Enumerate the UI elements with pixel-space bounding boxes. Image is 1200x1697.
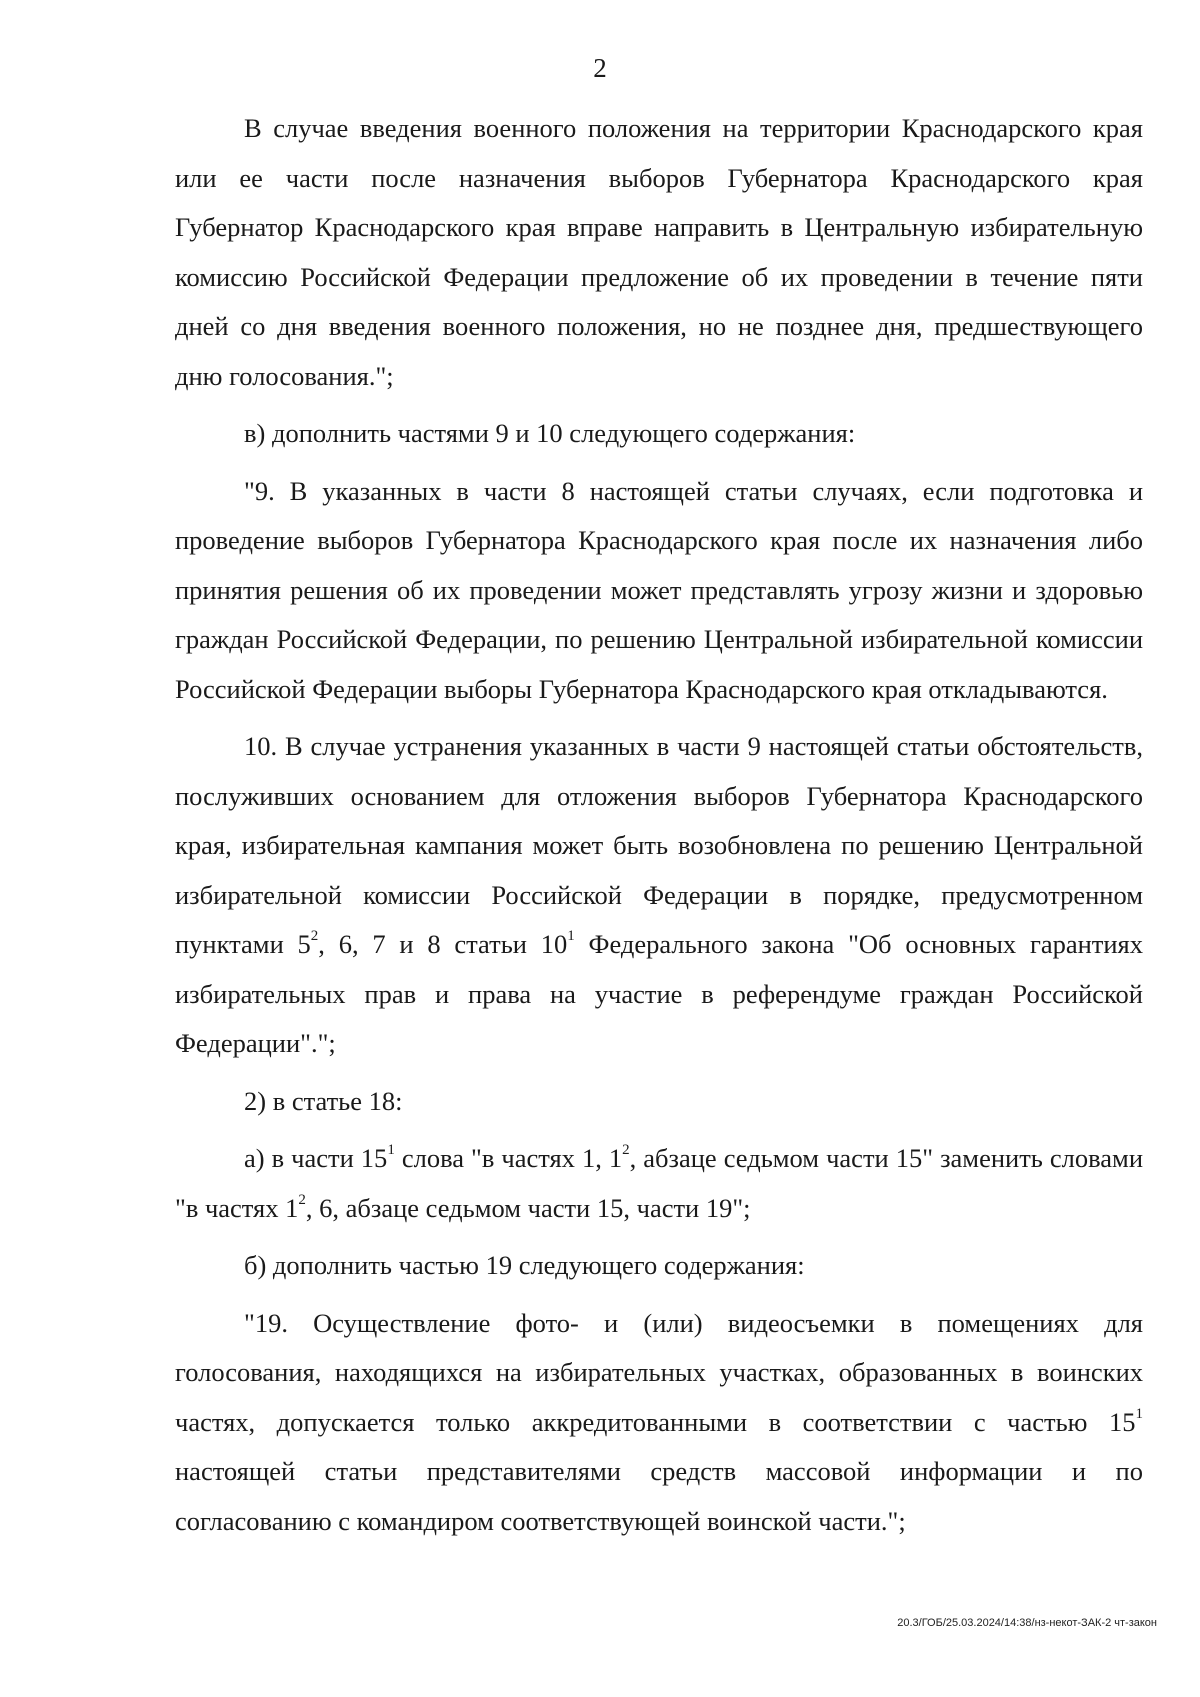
- paragraph-part-10: [175, 722, 1143, 1069]
- paragraph-part-19-text-1: "19. Осуществление фото- и (или) видеосъемки в помещениях для голосования, находящихся на избирательных участках, образованных в воинских частях, допускается только аккредитованными в соответствии с частью 15: [175, 1307, 1143, 1437]
- superscript: 1: [567, 928, 575, 945]
- paragraph-part-10-text-3: Федерального закона "Об основных гарантиях избирательных прав и права на участие в референдуме граждан Российской Федерации".";: [175, 929, 1143, 1058]
- superscript: 2: [310, 928, 319, 945]
- superscript: 1: [1135, 1405, 1143, 1422]
- paragraph-amendment-b: б) дополнить частью 19 следующего содержания:: [244, 1250, 805, 1280]
- superscript: 2: [622, 1142, 630, 1159]
- paragraph-amendment-a-text-2: слова "в частях 1, 1: [394, 1143, 623, 1173]
- paragraph-amendment-v: в) дополнить частями 9 и 10 следующего содержания:: [244, 418, 856, 448]
- document-body: [175, 104, 1143, 1546]
- page-number: 2: [593, 53, 607, 83]
- paragraph-martial-law: В случае введения военного положения на территории Краснодарского края или ее части после назначения выборов Губернатора Краснодарского края Губернатор Краснодарского края вправе направить в Центральную избирательную комиссию Российской Федерации предложение об их проведении в течение пяти дней со дня введения военного положения, но не позднее дня, предшествующего дню голосования.";: [175, 113, 1143, 391]
- paragraph-article-18: 2) в статье 18:: [244, 1085, 403, 1116]
- paragraph-amendment-a-text-1: а) в части 15: [244, 1143, 388, 1173]
- paragraph-amendment-a: [175, 1134, 1143, 1233]
- paragraph-part-10-text-1: 10. В случае устранения указанных в части 9 настоящей статьи обстоятельств, послуживших основанием для отложения выборов Губернатора Краснодарского края, избирательная кампания может быть возобновлена по решению Центральной избирательной комиссии Российской Федерации в порядке, предусмотренном пунктами 5: [175, 731, 1143, 959]
- superscript: 1: [387, 1142, 395, 1159]
- paragraph-amendment-a-text-4: , 6, абзаце седьмом части 15, части 19";: [305, 1192, 751, 1223]
- paragraph-part-19: [175, 1299, 1143, 1547]
- paragraph-part-9: "9. В указанных в части 8 настоящей статьи случаях, если подготовка и проведение выборов Губернатора Краснодарского края после их назначения либо принятия решения об их проведении может представлять угрозу жизни и здоровью граждан Российской Федерации, по решению Центральной избирательной комиссии Российской Федерации выборы Губернатора Краснодарского края откладываются.: [175, 475, 1143, 704]
- paragraph-part-19-text-2: настоящей статьи представителями средств массовой информации и по согласованию с командиром соответствующей воинской части.";: [175, 1456, 1143, 1536]
- superscript: 2: [298, 1191, 306, 1208]
- footer-document-code: 20.3/ГОБ/25.03.2024/14:38/нз-некот-ЗАК-2 чт-закон: [897, 1617, 1157, 1629]
- paragraph-part-10-text-2: , 6, 7 и 8 статьи 10: [318, 929, 568, 959]
- paragraph-amendment-a-text-3: , абзаце седьмом части 15" заменить словами "в частях 1: [175, 1143, 1144, 1223]
